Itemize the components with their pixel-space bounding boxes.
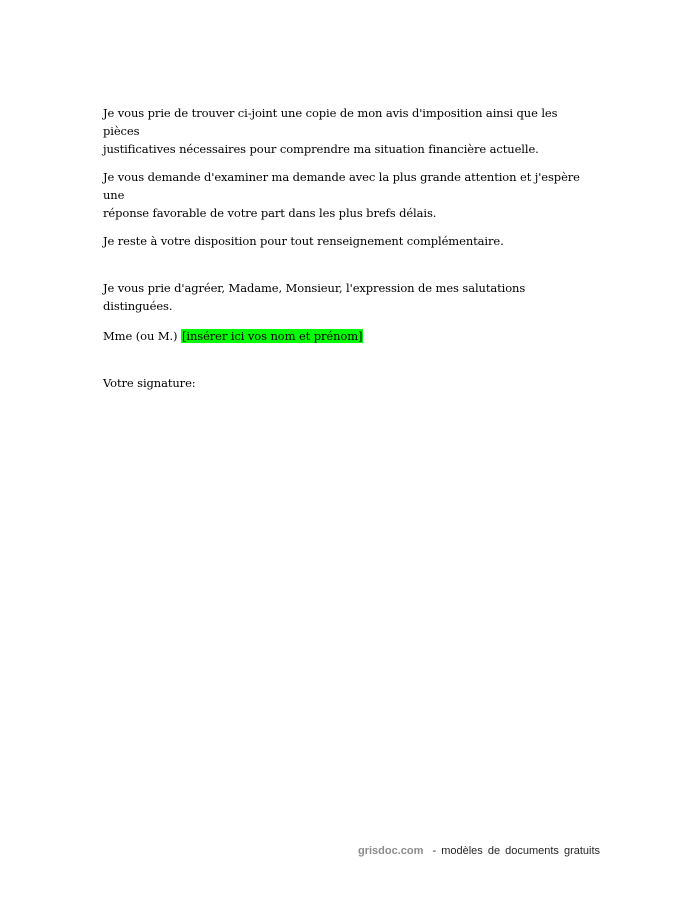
paragraph-request-line-1: Je vous demande d'examiner ma demande avec la plus grande attention et j'espère une [103,170,580,202]
name-prefix: Mme (ou M.) [103,329,178,343]
paragraph-availability: Je reste à votre disposition pour tout renseignement complémentaire. [103,234,504,248]
name-line [103,327,583,345]
footer-brand-link[interactable]: grisdoc.com [358,845,424,857]
name-placeholder-highlight: [insérer ici vos nom et prénom] [182,329,363,343]
paragraph-closing-salutation: Je vous prie d'agréer, Madame, Monsieur, l'expression de mes salutations distinguées. [103,281,526,313]
footer-tagline: - modèles de documents gratuits [432,845,601,857]
paragraph-attachments-line-1: Je vous prie de trouver ci-joint une copie de mon avis d'imposition ainsi que les pièces [103,106,558,138]
signature-label: Votre signature: [103,376,196,390]
paragraph-attachments-line-2: justificatives nécessaires pour comprendre ma situation financière actuelle. [103,142,539,156]
paragraph-attachments [103,104,583,158]
footer [358,845,600,857]
paragraph-request-line-2: réponse favorable de votre part dans les plus brefs délais. [103,206,437,220]
paragraph-request [103,168,583,222]
